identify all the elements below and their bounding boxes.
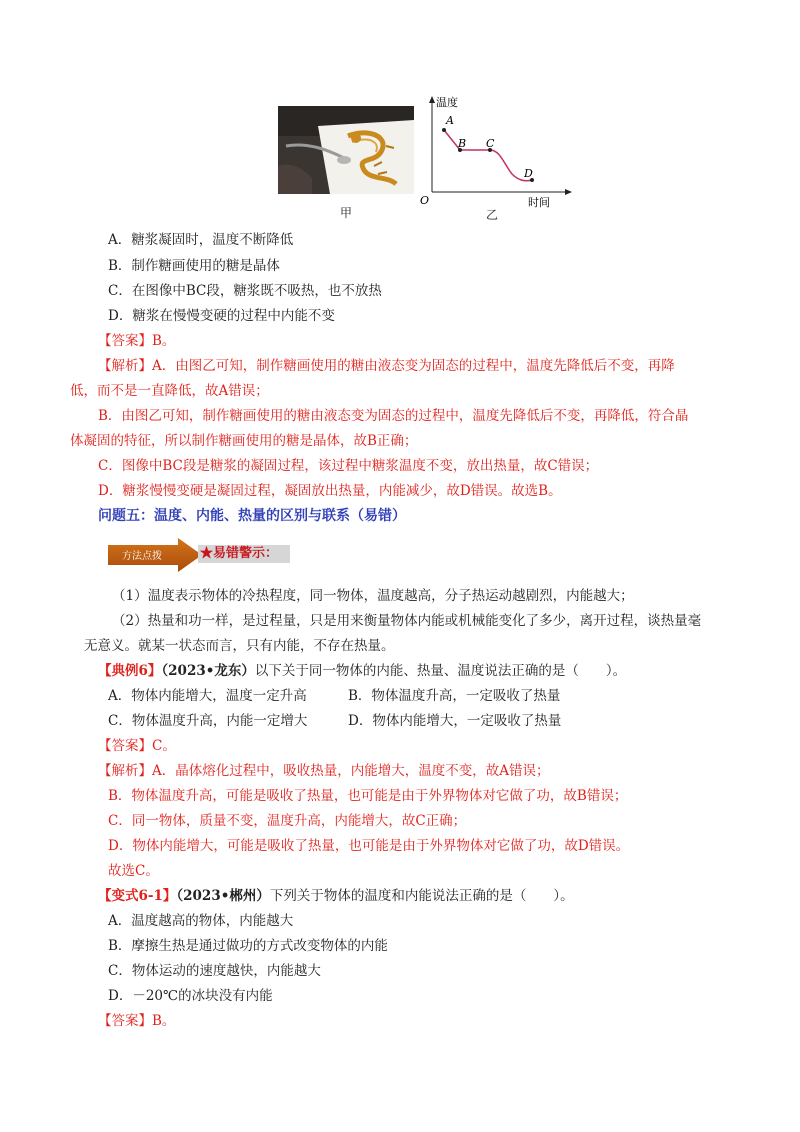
q1-option-b: B．制作糖画使用的糖是晶体 [108, 258, 280, 274]
origin-label: O [420, 194, 430, 207]
figure-caption-yi: 乙 [486, 208, 499, 222]
q1-answer: 【答案】B。 [98, 333, 176, 349]
example6-analysis-d: D．物体内能增大，可能是吸收了热量，也可能是由于外界物体对它做了功，故D错误。 [108, 838, 630, 854]
q1-analysis-b: B．由图乙可知，制作糖画使用的糖由液态变为固态的过程中，温度先降低后不变，再降低，符合晶 [98, 408, 689, 424]
example6-conclusion: 故选C。 [108, 863, 159, 879]
example6-option-a: A．物体内能增大，温度一定升高 [108, 688, 307, 704]
variant61-tag: 【变式6-1】 [98, 888, 177, 904]
q1-option-a: A．糖浆凝固时，温度不断降低 [108, 232, 294, 248]
variant61-stem [98, 886, 574, 906]
variant61-option-b: B．摩擦生热是通过做功的方式改变物体的内能 [108, 938, 388, 954]
label-a: A [446, 114, 454, 127]
tip-2-cont: 无意义。就某一状态而言，只有内能，不存在热量。 [84, 638, 395, 654]
example6-stem [98, 661, 626, 681]
q1-option-c: C．在图像中BC段，糖浆既不吸热，也不放热 [108, 283, 382, 299]
example6-analysis-a: 【解析】A．晶体熔化过程中，吸收热量，内能增大，温度不变，故A错误； [98, 763, 550, 779]
sugar-painting-illustration [278, 106, 414, 194]
temperature-time-graph [418, 92, 578, 212]
arrow-badge-icon [108, 538, 204, 572]
y-axis-arrow-icon [429, 96, 435, 103]
variant61-answer: 【答案】B。 [98, 1013, 176, 1029]
example6-analysis-b: B．物体温度升高，可能是吸收了热量，也可能是由于外界物体对它做了功，故B错误； [108, 788, 628, 804]
method-badge [108, 538, 204, 576]
section-title: 问题五：温度、内能、热量的区别与联系（易错） [98, 508, 406, 524]
example6-analysis-c: C．同一物体，质量不变，温度升高，内能增大，故C正确； [108, 813, 467, 829]
label-b: B [458, 137, 467, 150]
q1-analysis-b-cont: 体凝固的特征，所以制作糖画使用的糖是晶体，故B正确； [70, 433, 418, 449]
tip-2: （2）热量和功一样，是过程量，只是用来衡量物体内能或机械能变化了多少，离开过程，谈热量毫 [112, 613, 702, 629]
figure-caption-jia: 甲 [340, 206, 353, 220]
q1-option-d: D．糖浆在慢慢变硬的过程中内能不变 [108, 308, 335, 324]
warning-label: ★易错警示： [198, 545, 290, 563]
example6-option-d: D．物体内能增大，一定吸收了热量 [348, 713, 562, 729]
variant61-option-d: D．－20℃的冰块没有内能 [108, 988, 273, 1004]
x-axis-arrow-icon [565, 189, 572, 195]
q1-analysis-a: 【解析】A．由图乙可知，制作糖画使用的糖由液态变为固态的过程中，温度先降低后不变，再降 [98, 358, 675, 374]
variant61-option-a: A．温度越高的物体，内能越大 [108, 913, 294, 929]
example6-question: 以下关于同一物体的内能、热量、温度说法正确的是（ ）。 [254, 663, 627, 679]
example6-answer: 【答案】C。 [98, 738, 176, 754]
method-label: 方法点拨 [122, 551, 162, 562]
q1-analysis-d: D．糖浆慢慢变硬是凝固过程，凝固放出热量，内能减少，故D错误。故选B。 [98, 483, 562, 499]
example6-tag: 【典例6】 [98, 663, 162, 679]
label-c: C [486, 137, 495, 150]
example6-option-b: B．物体温度升高，一定吸收了热量 [348, 688, 561, 704]
variant61-option-c: C．物体运动的速度越快，内能越大 [108, 963, 321, 979]
point-a [442, 128, 446, 132]
example6-source: （2023•龙东） [161, 663, 255, 679]
y-axis-label: 温度 [436, 96, 458, 109]
variant61-question: 下列关于物体的温度和内能说法正确的是（ ）。 [269, 888, 574, 904]
sugar-painting-photo [278, 106, 414, 194]
variant61-source: （2023•郴州） [176, 888, 270, 904]
label-d: D [524, 167, 533, 180]
x-axis-label: 时间 [528, 196, 550, 209]
tip-1: （1）温度表示物体的冷热程度，同一物体，温度越高，分子热运动越剧烈，内能越大； [112, 588, 634, 604]
example6-option-c: C．物体温度升高，内能一定增大 [108, 713, 308, 729]
q1-analysis-a-cont: 低，而不是一直降低，故A错误； [70, 383, 269, 399]
q1-analysis-c: C．图像中BC段是糖浆的凝固过程，该过程中糖浆温度不变，放出热量，故C错误； [98, 458, 599, 474]
